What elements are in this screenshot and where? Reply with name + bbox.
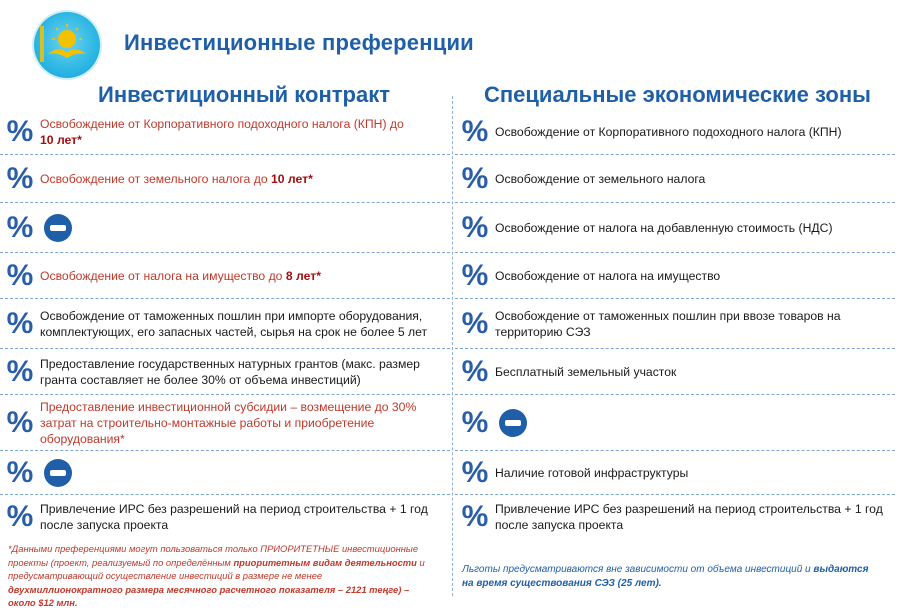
minus-icon — [44, 459, 72, 487]
list-item — [0, 155, 450, 203]
percent-icon: % — [461, 306, 489, 340]
percent-icon: % — [6, 354, 34, 388]
list-item — [0, 203, 450, 253]
percent-icon: % — [461, 455, 489, 489]
list-item — [455, 495, 895, 539]
list-item — [455, 155, 895, 203]
percent-icon: % — [461, 115, 489, 148]
list-item — [0, 299, 450, 349]
minus-icon — [44, 214, 72, 242]
list-item-text: Освобождение от налога на имущество — [495, 268, 721, 283]
percent-icon: % — [461, 405, 489, 439]
list-item-text: Освобождение от налога на добавленную стоимость (НДС) — [495, 220, 833, 235]
list-item — [0, 495, 450, 539]
list-item — [0, 395, 450, 451]
column-divider — [452, 96, 453, 596]
percent-icon: % — [6, 210, 34, 244]
list-item-text: Освобождение от Корпоративного подоходного налога (КПН) — [495, 125, 842, 139]
minus-icon — [499, 409, 527, 437]
list-item-text: Предоставление инвестиционной субсидии – возмещение до 30% затрат на строительно-монтажные работы и приобретение оборудования* — [40, 399, 417, 446]
list-item — [455, 299, 895, 349]
percent-icon: % — [6, 115, 34, 148]
special-economic-zones-list — [455, 110, 895, 539]
list-item-text: Привлечение ИРС без разрешений на период строительства + 1 год после запуска проекта — [40, 502, 428, 532]
list-item-text: Освобождение от Корпоративного подоходного налога (КПН) до 10 лет* — [40, 117, 404, 147]
percent-icon: % — [6, 161, 34, 195]
percent-icon: % — [461, 258, 489, 292]
percent-icon: % — [6, 500, 34, 533]
list-item — [0, 349, 450, 395]
list-item-text: Освобождение от земельного налога — [495, 171, 706, 186]
percent-icon: % — [461, 210, 489, 244]
list-item-text: Наличие готовой инфраструктуры — [495, 465, 689, 480]
list-item — [455, 395, 895, 451]
list-item-text: Привлечение ИРС без разрешений на период строительства + 1 год после запуска проекта — [495, 502, 883, 532]
list-item — [455, 451, 895, 495]
list-item — [0, 451, 450, 495]
percent-icon: % — [461, 500, 489, 533]
percent-icon: % — [6, 405, 34, 439]
list-item-text: Предоставление государственных натурных грантов (макс. размер гранта составляет не более 30% от объема инвестиций) — [40, 356, 420, 387]
list-item-text: Бесплатный земельный участок — [495, 364, 677, 379]
header — [0, 0, 900, 80]
percent-icon: % — [6, 258, 34, 292]
list-item — [0, 110, 450, 155]
percent-icon: % — [461, 354, 489, 388]
list-item-text: Освобождение от земельного налога до 10 лет* — [40, 171, 313, 186]
list-item — [455, 253, 895, 299]
investment-contract-list — [0, 110, 450, 539]
percent-icon: % — [6, 306, 34, 340]
investment-contract-heading: Инвестиционный контракт — [98, 82, 390, 107]
list-item — [455, 203, 895, 253]
percent-icon: % — [461, 161, 489, 195]
list-item-text: Освобождение от таможенных пошлин при импорте оборудования, комплектующих, его запасных частей, сырья на срок не более 5 лет — [40, 308, 428, 339]
kazakhstan-flag-emblem-icon — [34, 12, 100, 78]
list-item — [455, 110, 895, 155]
list-item — [455, 349, 895, 395]
list-item-text: Освобождение от таможенных пошлин при ввозе товаров на территорию СЭЗ — [495, 308, 841, 339]
priority-projects-footnote: *Данными преференциями могут пользоваться только ПРИОРИТЕТНЫЕ инвестиционные проекты (проект, реализуемый по определённым приоритетным видам деятельности и предусматривающий осуществление инвестиций в размере не менее двухмиллионократного размера месячного расчетного показателя – 2121 теңге) – около $12 млн. — [8, 543, 425, 608]
list-item-text: Освобождение от налога на имущество до 8 лет* — [40, 268, 321, 283]
list-item — [0, 253, 450, 299]
special-economic-zones-heading: Специальные экономические зоны — [484, 82, 871, 107]
percent-icon: % — [6, 455, 34, 489]
page-title: Инвестиционные преференции — [124, 30, 474, 55]
sez-footnote: Льготы предусматриваются вне зависимости от объема инвестиций и выдаются на время существования СЭЗ (25 лет). — [462, 564, 869, 589]
